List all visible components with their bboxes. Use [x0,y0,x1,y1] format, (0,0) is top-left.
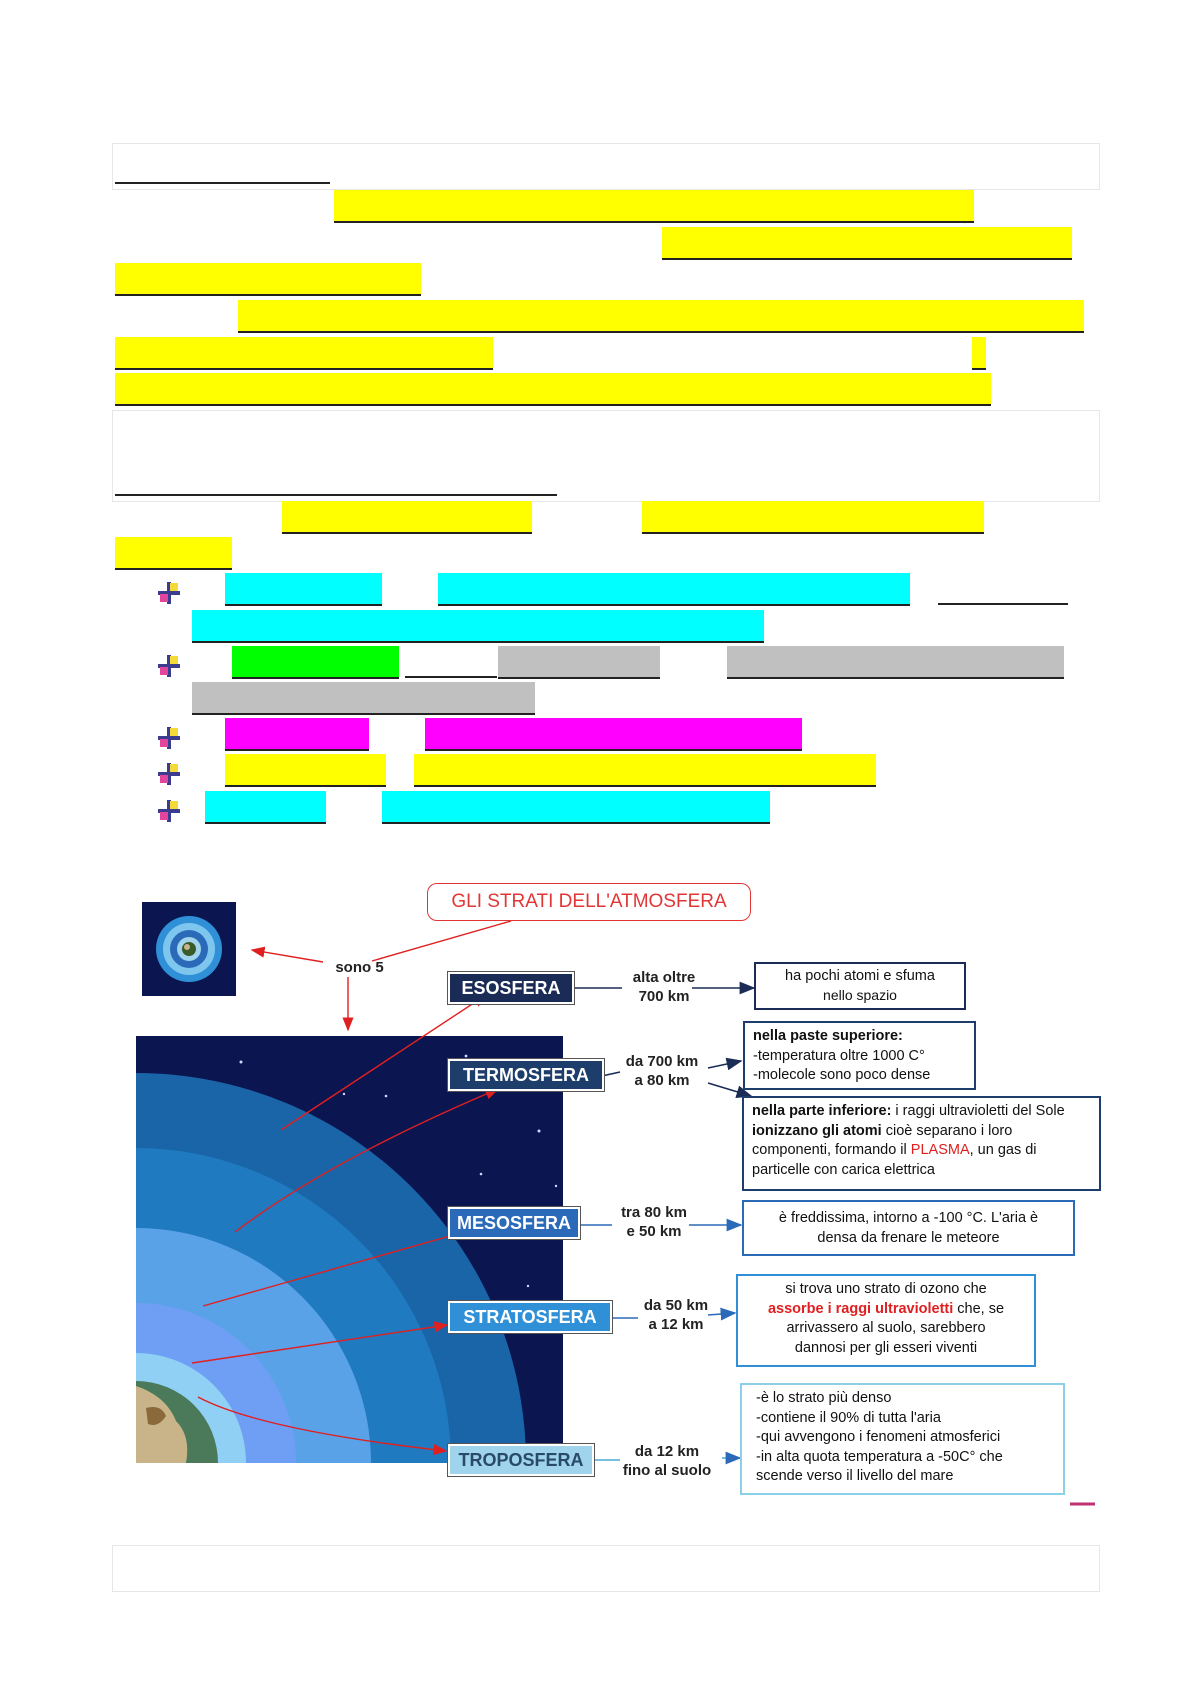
layer-label-stratosfera: STRATOSFERA [448,1301,612,1333]
note-title: nella paste superiore: [753,1028,903,1044]
layer-label-troposfera: TROPOSFERA [448,1444,594,1476]
note-line: arrivassero al suolo, sarebbero [786,1320,986,1336]
note-line: -è lo strato più denso [756,1390,892,1406]
altitude-label-termosfera [612,1052,712,1090]
altitude-label-mesosfera [604,1203,704,1241]
altitude-label-esosfera [614,968,714,1006]
note-mesosfera [742,1200,1075,1256]
note-line: -temperatura oltre 1000 C° [753,1047,925,1064]
note-line: -molecole sono poco dense [753,1067,931,1083]
note-troposfera [740,1383,1065,1495]
note-line: è freddissima, intorno a -100 °C. L'aria è [778,1210,1039,1226]
note-red-text: assorbe i raggi ultravioletti [767,1300,954,1317]
altitude-line: da 12 km [634,1443,700,1460]
note-line: -in alta quota temperatura a -50C° che [756,1448,1003,1465]
altitude-line: e 50 km [626,1223,682,1240]
note-title: nella parte inferiore: [752,1103,892,1119]
note-text: i raggi ultravioletti del Sole [891,1103,1065,1119]
note-termosfera-upper [743,1021,976,1090]
altitude-line: 700 km [638,988,690,1005]
note-line: scende verso il livello del mare [756,1468,954,1484]
altitude-label-stratosfera [626,1296,726,1334]
note-line: si trova uno strato di ozono che [785,1281,987,1297]
note-line: dannosi per gli esseri viventi [794,1339,978,1356]
layer-count-label: sono 5 [335,959,384,976]
note-line: nello spazio [823,987,897,1003]
layer-label-termosfera: TERMOSFERA [448,1059,604,1091]
altitude-line: da 50 km [643,1297,709,1314]
altitude-line: fino al suolo [622,1462,712,1479]
note-text: , un gas di particelle con carica elettrica [752,1142,1037,1178]
altitude-line: a 12 km [648,1316,704,1333]
note-text: cioè separano i loro componenti, formando il [752,1122,1013,1158]
note-stratosfera [736,1274,1036,1367]
note-text: che, se [953,1300,1005,1317]
note-line: ha pochi atomi e sfuma [785,968,935,984]
diagram-title: GLI STRATI DELL'ATMOSFERA [427,883,751,921]
altitude-line: tra 80 km [621,1204,687,1221]
note-line: -contiene il 90% di tutta l'aria [756,1409,941,1426]
note-plasma: PLASMA [910,1142,970,1158]
layer-label-mesosfera: MESOSFERA [448,1207,580,1239]
layer-label-esosfera: ESOSFERA [448,972,574,1004]
note-line: densa da frenare le meteore [817,1229,1000,1246]
altitude-line: a 80 km [634,1072,690,1089]
altitude-line: alta oltre [632,969,696,986]
note-bold: ionizzano gli atomi [752,1122,882,1139]
altitude-line: da 700 km [625,1053,699,1070]
note-esosfera [754,962,966,1010]
note-line: -qui avvengono i fenomeni atmosferici [756,1429,1001,1445]
note-line [746,1300,1026,1320]
note-termosfera-lower [742,1096,1101,1191]
altitude-label-troposfera [612,1442,722,1480]
